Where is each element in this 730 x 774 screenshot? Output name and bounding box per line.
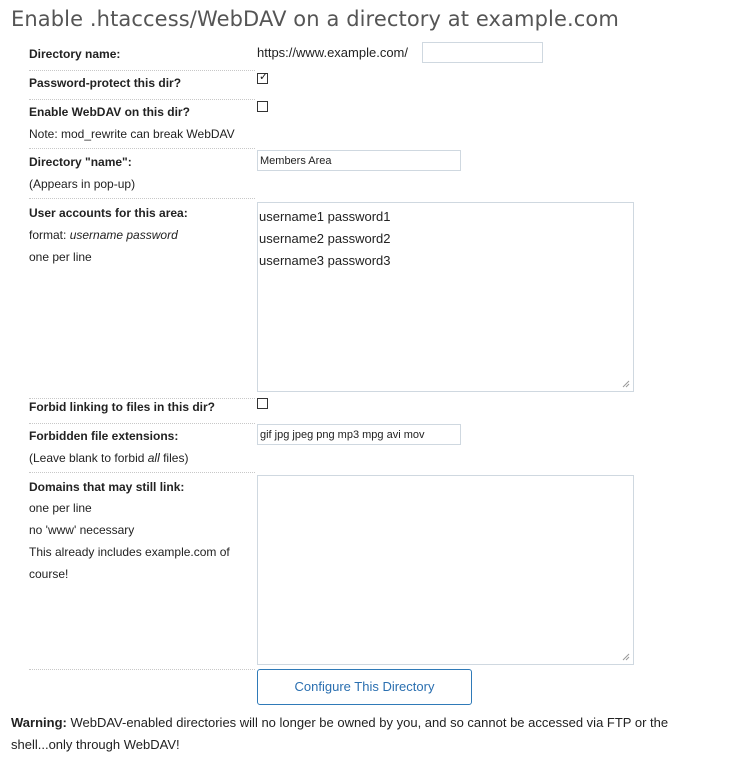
password-protect-label: Password-protect this dir? bbox=[29, 76, 182, 90]
webdav-label: Enable WebDAV on this dir? bbox=[29, 105, 190, 119]
realm-name-input[interactable] bbox=[257, 150, 461, 171]
domains-hint-www: no 'www' necessary bbox=[29, 523, 135, 537]
accounts-textarea[interactable] bbox=[257, 202, 634, 392]
page-title: Enable .htaccess/WebDAV on a directory at example.com bbox=[11, 7, 619, 31]
row-separator bbox=[29, 148, 255, 149]
row-separator bbox=[29, 70, 255, 71]
extensions-label: Forbidden file extensions: bbox=[29, 429, 179, 443]
resize-grip-icon[interactable] bbox=[622, 380, 630, 388]
realm-label: Directory "name": bbox=[29, 155, 132, 169]
forbid-linking-label: Forbid linking to files in this dir? bbox=[29, 400, 215, 414]
domains-textarea[interactable] bbox=[257, 475, 634, 665]
webdav-checkbox[interactable] bbox=[257, 101, 268, 112]
password-protect-checkbox[interactable] bbox=[257, 73, 268, 84]
domains-hint-includes: This already includes example.com of bbox=[29, 545, 230, 559]
check-icon: ✓ bbox=[259, 71, 269, 83]
row-separator bbox=[29, 198, 255, 199]
realm-hint: (Appears in pop-up) bbox=[29, 177, 136, 191]
row-separator bbox=[29, 472, 255, 473]
configure-directory-button[interactable]: Configure This Directory bbox=[257, 669, 472, 705]
accounts-per-line-hint: one per line bbox=[29, 250, 92, 264]
warning-text: WebDAV-enabled directories will no longer be owned by you, and so cannot be accessed via FTP or the shell...only through WebDAV! bbox=[11, 715, 669, 752]
directory-name-input[interactable] bbox=[422, 42, 543, 63]
extensions-hint: (Leave blank to forbid all files) bbox=[29, 451, 189, 465]
row-separator bbox=[29, 669, 255, 670]
domains-label: Domains that may still link: bbox=[29, 480, 185, 494]
domains-hint-per-line: one per line bbox=[29, 501, 92, 515]
accounts-format-hint: format: username password bbox=[29, 228, 178, 242]
accounts-label: User accounts for this area: bbox=[29, 206, 188, 220]
extensions-input[interactable] bbox=[257, 424, 461, 445]
url-prefix: https://www.example.com/ bbox=[257, 45, 408, 60]
row-separator bbox=[29, 99, 255, 100]
warning-label: Warning: bbox=[11, 715, 67, 730]
row-separator bbox=[29, 423, 255, 424]
domains-hint-course: course! bbox=[29, 567, 69, 581]
directory-name-label: Directory name: bbox=[29, 47, 121, 61]
webdav-warning bbox=[11, 712, 723, 756]
resize-grip-icon[interactable] bbox=[622, 653, 630, 661]
webdav-note: Note: mod_rewrite can break WebDAV bbox=[29, 127, 235, 141]
row-separator bbox=[29, 398, 255, 399]
forbid-linking-checkbox[interactable] bbox=[257, 398, 268, 409]
